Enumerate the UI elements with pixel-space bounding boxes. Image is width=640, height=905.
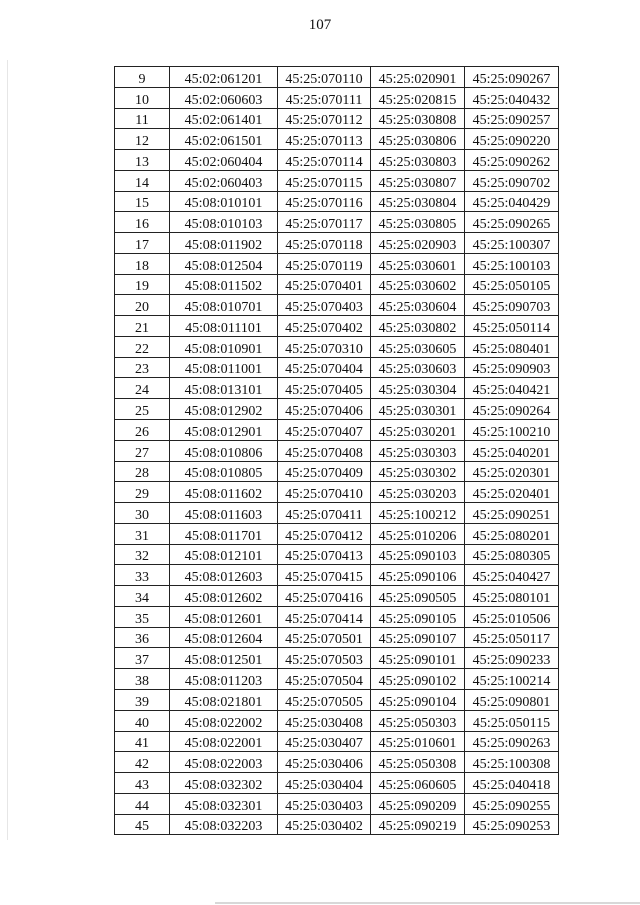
cadastral-cell-col1: 45:08:021801 xyxy=(170,689,278,710)
row-number-cell: 22 xyxy=(115,336,170,357)
table-row xyxy=(115,129,559,150)
cadastral-cell-col2: 45:25:070114 xyxy=(278,150,371,171)
cadastral-cell-col2: 45:25:070412 xyxy=(278,523,371,544)
cadastral-cell-col3: 45:25:020815 xyxy=(371,87,465,108)
cadastral-cell-col2: 45:25:070415 xyxy=(278,565,371,586)
table-row xyxy=(115,731,559,752)
table-row xyxy=(115,440,559,461)
table-row xyxy=(115,814,559,835)
row-number-cell: 18 xyxy=(115,253,170,274)
cadastral-cell-col3: 45:25:030805 xyxy=(371,212,465,233)
cadastral-cell-col1: 45:08:011203 xyxy=(170,669,278,690)
cadastral-cell-col3: 45:25:030603 xyxy=(371,357,465,378)
table-row xyxy=(115,378,559,399)
cadastral-cell-col3: 45:25:090505 xyxy=(371,586,465,607)
cadastral-cell-col2: 45:25:070115 xyxy=(278,170,371,191)
cadastral-cell-col2: 45:25:030406 xyxy=(278,752,371,773)
row-number-cell: 37 xyxy=(115,648,170,669)
page-number: 107 xyxy=(308,17,332,33)
cadastral-cell-col4: 45:25:090702 xyxy=(465,170,559,191)
cadastral-cell-col2: 45:25:070411 xyxy=(278,503,371,524)
cadastral-cell-col2: 45:25:030408 xyxy=(278,710,371,731)
cadastral-cell-col4: 45:25:040421 xyxy=(465,378,559,399)
cadastral-cell-col3: 45:25:090102 xyxy=(371,669,465,690)
table-row xyxy=(115,648,559,669)
scan-edge-bottom xyxy=(215,902,640,904)
cadastral-cell-col3: 45:25:050303 xyxy=(371,710,465,731)
cadastral-cell-col4: 45:25:100214 xyxy=(465,669,559,690)
cadastral-cell-col3: 45:25:030201 xyxy=(371,420,465,441)
table-row xyxy=(115,606,559,627)
table-body xyxy=(115,67,559,835)
row-number-cell: 27 xyxy=(115,440,170,461)
table-row xyxy=(115,752,559,773)
scan-edge-left xyxy=(7,60,8,840)
cadastral-cell-col1: 45:08:010103 xyxy=(170,212,278,233)
cadastral-cell-col2: 45:25:070113 xyxy=(278,129,371,150)
table-row xyxy=(115,565,559,586)
cadastral-cell-col4: 45:25:090233 xyxy=(465,648,559,669)
row-number-cell: 32 xyxy=(115,544,170,565)
cadastral-cell-col1: 45:08:013101 xyxy=(170,378,278,399)
cadastral-cell-col3: 45:25:030604 xyxy=(371,295,465,316)
cadastral-cell-col2: 45:25:070408 xyxy=(278,440,371,461)
row-number-cell: 30 xyxy=(115,503,170,524)
cadastral-cell-col4: 45:25:020401 xyxy=(465,482,559,503)
row-number-cell: 14 xyxy=(115,170,170,191)
cadastral-cell-col3: 45:25:090105 xyxy=(371,606,465,627)
table-row xyxy=(115,523,559,544)
cadastral-cell-col1: 45:02:061201 xyxy=(170,67,278,88)
table-row xyxy=(115,420,559,441)
table-row xyxy=(115,87,559,108)
cadastral-cell-col3: 45:25:030302 xyxy=(371,461,465,482)
cadastral-cell-col1: 45:08:011902 xyxy=(170,233,278,254)
cadastral-cell-col1: 45:08:010806 xyxy=(170,440,278,461)
cadastral-cell-col4: 45:25:080201 xyxy=(465,523,559,544)
cadastral-cell-col2: 45:25:070413 xyxy=(278,544,371,565)
cadastral-cell-col3: 45:25:050308 xyxy=(371,752,465,773)
cadastral-cell-col4: 45:25:050114 xyxy=(465,316,559,337)
cadastral-cell-col2: 45:25:030403 xyxy=(278,793,371,814)
cadastral-cell-col4: 45:25:100210 xyxy=(465,420,559,441)
cadastral-cell-col4: 45:25:040432 xyxy=(465,87,559,108)
cadastral-cell-col1: 45:08:022002 xyxy=(170,710,278,731)
row-number-cell: 34 xyxy=(115,586,170,607)
row-number-cell: 25 xyxy=(115,399,170,420)
cadastral-cell-col1: 45:08:012101 xyxy=(170,544,278,565)
cadastral-cell-col1: 45:08:012602 xyxy=(170,586,278,607)
row-number-cell: 26 xyxy=(115,420,170,441)
row-number-cell: 12 xyxy=(115,129,170,150)
cadastral-cell-col2: 45:25:070410 xyxy=(278,482,371,503)
row-number-cell: 29 xyxy=(115,482,170,503)
cadastral-cell-col2: 45:25:070406 xyxy=(278,399,371,420)
cadastral-cell-col4: 45:25:080305 xyxy=(465,544,559,565)
cadastral-cell-col4: 45:25:090264 xyxy=(465,399,559,420)
cadastral-cell-col2: 45:25:070416 xyxy=(278,586,371,607)
cadastral-cell-col3: 45:25:030807 xyxy=(371,170,465,191)
cadastral-cell-col2: 45:25:070310 xyxy=(278,336,371,357)
cadastral-cell-col1: 45:02:061501 xyxy=(170,129,278,150)
row-number-cell: 42 xyxy=(115,752,170,773)
table-row xyxy=(115,67,559,88)
table-row xyxy=(115,627,559,648)
cadastral-cell-col1: 45:08:032203 xyxy=(170,814,278,835)
table-row xyxy=(115,669,559,690)
cadastral-cell-col4: 45:25:040201 xyxy=(465,440,559,461)
row-number-cell: 17 xyxy=(115,233,170,254)
table-row xyxy=(115,150,559,171)
cadastral-cell-col4: 45:25:040427 xyxy=(465,565,559,586)
row-number-cell: 28 xyxy=(115,461,170,482)
row-number-cell: 21 xyxy=(115,316,170,337)
cadastral-cell-col3: 45:25:020903 xyxy=(371,233,465,254)
cadastral-cell-col3: 45:25:090101 xyxy=(371,648,465,669)
row-number-cell: 23 xyxy=(115,357,170,378)
cadastral-cell-col2: 45:25:070112 xyxy=(278,108,371,129)
row-number-cell: 31 xyxy=(115,523,170,544)
row-number-cell: 10 xyxy=(115,87,170,108)
cadastral-cell-col2: 45:25:030404 xyxy=(278,773,371,794)
cadastral-cell-col3: 45:25:010206 xyxy=(371,523,465,544)
cadastral-cell-col1: 45:08:012601 xyxy=(170,606,278,627)
table-row xyxy=(115,793,559,814)
cadastral-cell-col1: 45:08:011701 xyxy=(170,523,278,544)
cadastral-cell-col4: 45:25:050105 xyxy=(465,274,559,295)
cadastral-cell-col3: 45:25:090103 xyxy=(371,544,465,565)
cadastral-cell-col4: 45:25:090267 xyxy=(465,67,559,88)
cadastral-cell-col2: 45:25:070414 xyxy=(278,606,371,627)
cadastral-cell-col3: 45:25:030806 xyxy=(371,129,465,150)
row-number-cell: 13 xyxy=(115,150,170,171)
cadastral-cell-col4: 45:25:090262 xyxy=(465,150,559,171)
cadastral-cell-col4: 45:25:090263 xyxy=(465,731,559,752)
cadastral-cell-col3: 45:25:030808 xyxy=(371,108,465,129)
cadastral-cell-col2: 45:25:070409 xyxy=(278,461,371,482)
cadastral-cell-col3: 45:25:020901 xyxy=(371,67,465,88)
cadastral-cell-col1: 45:08:032302 xyxy=(170,773,278,794)
cadastral-cell-col2: 45:25:070117 xyxy=(278,212,371,233)
cadastral-cell-col3: 45:25:030203 xyxy=(371,482,465,503)
cadastral-cell-col2: 45:25:070401 xyxy=(278,274,371,295)
table-row xyxy=(115,461,559,482)
row-number-cell: 38 xyxy=(115,669,170,690)
table-row xyxy=(115,482,559,503)
cadastral-cell-col4: 45:25:090265 xyxy=(465,212,559,233)
table-row xyxy=(115,399,559,420)
cadastral-cell-col1: 45:08:012901 xyxy=(170,420,278,441)
cadastral-cell-col1: 45:08:010101 xyxy=(170,191,278,212)
cadastral-cell-col4: 45:25:090703 xyxy=(465,295,559,316)
row-number-cell: 19 xyxy=(115,274,170,295)
cadastral-cell-col2: 45:25:070402 xyxy=(278,316,371,337)
cadastral-cell-col3: 45:25:090219 xyxy=(371,814,465,835)
cadastral-cell-col1: 45:08:011602 xyxy=(170,482,278,503)
cadastral-cell-col4: 45:25:100308 xyxy=(465,752,559,773)
table-row xyxy=(115,253,559,274)
row-number-cell: 11 xyxy=(115,108,170,129)
cadastral-cell-col2: 45:25:070116 xyxy=(278,191,371,212)
cadastral-cell-col3: 45:25:030303 xyxy=(371,440,465,461)
cadastral-cell-col1: 45:08:012902 xyxy=(170,399,278,420)
table-row xyxy=(115,336,559,357)
table-row xyxy=(115,586,559,607)
cadastral-cell-col1: 45:02:060403 xyxy=(170,170,278,191)
cadastral-cell-col3: 45:25:030301 xyxy=(371,399,465,420)
table-row xyxy=(115,295,559,316)
cadastral-table xyxy=(114,66,559,835)
row-number-cell: 36 xyxy=(115,627,170,648)
cadastral-cell-col1: 45:08:010901 xyxy=(170,336,278,357)
cadastral-cell-col1: 45:08:032301 xyxy=(170,793,278,814)
cadastral-cell-col2: 45:25:070119 xyxy=(278,253,371,274)
row-number-cell: 39 xyxy=(115,689,170,710)
cadastral-cell-col2: 45:25:070110 xyxy=(278,67,371,88)
cadastral-cell-col2: 45:25:070404 xyxy=(278,357,371,378)
table-row xyxy=(115,503,559,524)
cadastral-cell-col3: 45:25:090107 xyxy=(371,627,465,648)
cadastral-cell-col4: 45:25:080101 xyxy=(465,586,559,607)
cadastral-cell-col2: 45:25:070505 xyxy=(278,689,371,710)
cadastral-cell-col2: 45:25:030402 xyxy=(278,814,371,835)
cadastral-cell-col1: 45:08:012504 xyxy=(170,253,278,274)
table-row xyxy=(115,212,559,233)
table-row xyxy=(115,316,559,337)
table-row xyxy=(115,689,559,710)
cadastral-cell-col4: 45:25:090251 xyxy=(465,503,559,524)
row-number-cell: 35 xyxy=(115,606,170,627)
cadastral-cell-col1: 45:08:011502 xyxy=(170,274,278,295)
cadastral-cell-col2: 45:25:070504 xyxy=(278,669,371,690)
cadastral-cell-col1: 45:02:061401 xyxy=(170,108,278,129)
row-number-cell: 44 xyxy=(115,793,170,814)
table-row xyxy=(115,773,559,794)
cadastral-cell-col2: 45:25:070407 xyxy=(278,420,371,441)
cadastral-cell-col3: 45:25:030804 xyxy=(371,191,465,212)
row-number-cell: 24 xyxy=(115,378,170,399)
row-number-cell: 45 xyxy=(115,814,170,835)
cadastral-cell-col2: 45:25:070503 xyxy=(278,648,371,669)
cadastral-cell-col2: 45:25:070405 xyxy=(278,378,371,399)
cadastral-cell-col3: 45:25:030802 xyxy=(371,316,465,337)
cadastral-cell-col4: 45:25:090253 xyxy=(465,814,559,835)
table-row xyxy=(115,108,559,129)
cadastral-cell-col2: 45:25:070501 xyxy=(278,627,371,648)
cadastral-cell-col2: 45:25:070118 xyxy=(278,233,371,254)
cadastral-cell-col2: 45:25:030407 xyxy=(278,731,371,752)
cadastral-cell-col3: 45:25:030601 xyxy=(371,253,465,274)
cadastral-cell-col3: 45:25:090104 xyxy=(371,689,465,710)
row-number-cell: 33 xyxy=(115,565,170,586)
cadastral-cell-col4: 45:25:090257 xyxy=(465,108,559,129)
cadastral-cell-col3: 45:25:090209 xyxy=(371,793,465,814)
cadastral-cell-col3: 45:25:030605 xyxy=(371,336,465,357)
row-number-cell: 16 xyxy=(115,212,170,233)
cadastral-cell-col1: 45:08:022001 xyxy=(170,731,278,752)
row-number-cell: 40 xyxy=(115,710,170,731)
row-number-cell: 41 xyxy=(115,731,170,752)
cadastral-cell-col3: 45:25:030803 xyxy=(371,150,465,171)
cadastral-cell-col4: 45:25:020301 xyxy=(465,461,559,482)
row-number-cell: 20 xyxy=(115,295,170,316)
cadastral-cell-col4: 45:25:050117 xyxy=(465,627,559,648)
cadastral-cell-col4: 45:25:010506 xyxy=(465,606,559,627)
cadastral-cell-col3: 45:25:100212 xyxy=(371,503,465,524)
cadastral-cell-col1: 45:08:012604 xyxy=(170,627,278,648)
cadastral-cell-col4: 45:25:040418 xyxy=(465,773,559,794)
cadastral-cell-col2: 45:25:070403 xyxy=(278,295,371,316)
row-number-cell: 9 xyxy=(115,67,170,88)
cadastral-cell-col4: 45:25:050115 xyxy=(465,710,559,731)
cadastral-cell-col3: 45:25:030304 xyxy=(371,378,465,399)
cadastral-cell-col3: 45:25:030602 xyxy=(371,274,465,295)
cadastral-cell-col1: 45:08:012603 xyxy=(170,565,278,586)
table-row xyxy=(115,233,559,254)
cadastral-cell-col3: 45:25:090106 xyxy=(371,565,465,586)
table-row xyxy=(115,357,559,378)
cadastral-cell-col4: 45:25:090801 xyxy=(465,689,559,710)
cadastral-cell-col1: 45:08:010805 xyxy=(170,461,278,482)
row-number-cell: 43 xyxy=(115,773,170,794)
table-row xyxy=(115,544,559,565)
table-row xyxy=(115,274,559,295)
cadastral-cell-col4: 45:25:080401 xyxy=(465,336,559,357)
cadastral-cell-col1: 45:08:011603 xyxy=(170,503,278,524)
cadastral-cell-col1: 45:08:011101 xyxy=(170,316,278,337)
cadastral-cell-col4: 45:25:100103 xyxy=(465,253,559,274)
cadastral-cell-col4: 45:25:090255 xyxy=(465,793,559,814)
cadastral-cell-col1: 45:08:012501 xyxy=(170,648,278,669)
cadastral-cell-col1: 45:08:011001 xyxy=(170,357,278,378)
table-row xyxy=(115,710,559,731)
cadastral-cell-col3: 45:25:060605 xyxy=(371,773,465,794)
row-number-cell: 15 xyxy=(115,191,170,212)
cadastral-cell-col1: 45:02:060603 xyxy=(170,87,278,108)
cadastral-cell-col4: 45:25:090903 xyxy=(465,357,559,378)
cadastral-cell-col1: 45:08:010701 xyxy=(170,295,278,316)
cadastral-cell-col4: 45:25:100307 xyxy=(465,233,559,254)
cadastral-cell-col2: 45:25:070111 xyxy=(278,87,371,108)
cadastral-cell-col3: 45:25:010601 xyxy=(371,731,465,752)
cadastral-cell-col1: 45:02:060404 xyxy=(170,150,278,171)
table-row xyxy=(115,170,559,191)
cadastral-cell-col1: 45:08:022003 xyxy=(170,752,278,773)
cadastral-cell-col4: 45:25:040429 xyxy=(465,191,559,212)
cadastral-cell-col4: 45:25:090220 xyxy=(465,129,559,150)
table-row xyxy=(115,191,559,212)
